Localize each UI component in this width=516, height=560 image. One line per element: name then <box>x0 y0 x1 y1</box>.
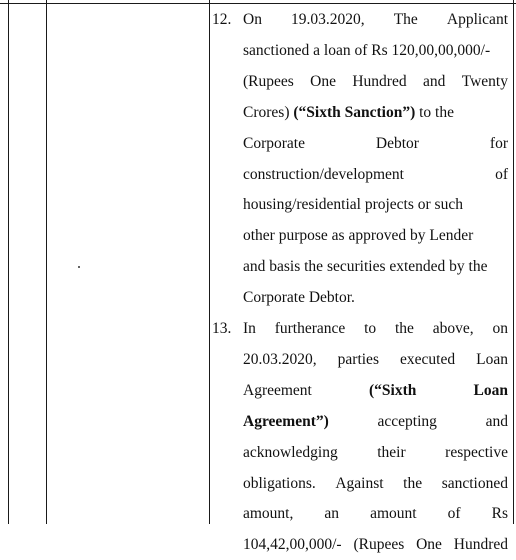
paragraph-line <box>243 375 508 406</box>
text-segment: on <box>492 320 508 337</box>
paragraph-line <box>243 4 508 35</box>
paragraph-line <box>243 437 508 468</box>
text-segment: amount, <box>243 505 294 523</box>
text-segment: construction/development <box>243 165 404 183</box>
text-segment: Crores) <box>243 103 294 121</box>
text-segment: of <box>447 505 461 523</box>
paragraph-line <box>243 344 508 375</box>
paragraph-number: 12. <box>212 11 232 28</box>
table-right-border <box>513 0 514 524</box>
text-segment: respective <box>445 443 508 461</box>
text-segment: and <box>422 72 446 90</box>
paragraph-line <box>243 529 508 560</box>
bold-text: Loan <box>473 381 508 399</box>
bold-text: (“Sixth <box>369 381 417 399</box>
paragraph-line <box>243 97 508 128</box>
paragraph-number: 13. <box>212 320 232 337</box>
text-segment: for <box>489 134 508 152</box>
bold-text: Agreement”) <box>243 412 329 430</box>
text-segment: Agreement <box>243 381 312 399</box>
text-segment: One <box>310 72 336 90</box>
text-segment: above, <box>432 320 474 337</box>
text-segment: obligations. <box>243 474 316 492</box>
paragraph-line <box>243 128 508 159</box>
text-segment: (Rupees <box>243 72 294 90</box>
text-segment: of <box>495 165 508 183</box>
paragraph-line <box>243 220 508 251</box>
paragraph-line <box>243 498 508 529</box>
text-segment: Corporate <box>243 134 305 152</box>
table-column-divider-2 <box>209 0 210 524</box>
text-segment: executed <box>400 350 456 368</box>
text-segment: furtherance <box>274 320 346 337</box>
paragraph-line <box>243 189 508 220</box>
stray-mark <box>78 266 80 268</box>
paragraph-line <box>243 313 508 344</box>
text-segment: sanctioned a loan of Rs 120,00,00,000/- <box>243 41 491 59</box>
text-segment: Hundred <box>453 536 508 554</box>
text-segment: Loan <box>476 350 508 368</box>
paragraph-line <box>243 251 508 282</box>
table-left-border <box>8 0 9 524</box>
text-segment: other purpose as approved by Lender <box>243 227 474 245</box>
paragraph-line <box>243 159 508 190</box>
text-segment: the <box>403 474 423 492</box>
text-segment: (Rupees <box>353 536 405 554</box>
table-column-divider-1 <box>46 0 47 524</box>
paragraph-line <box>243 468 508 499</box>
text-segment: In <box>243 320 256 337</box>
text-segment: accepting <box>377 412 437 430</box>
text-segment: and basis the securities extended by the <box>243 258 488 276</box>
text-segment: Against <box>335 474 384 492</box>
text-segment: to the <box>415 103 454 121</box>
text-segment: 20.03.2020, <box>243 350 317 368</box>
text-segment: Debtor <box>375 134 419 152</box>
text-segment: Twenty <box>461 72 508 90</box>
text-segment: sanctioned <box>441 474 508 492</box>
text-segment: 104,42,00,000/- <box>243 536 342 554</box>
paragraph-line <box>243 66 508 97</box>
text-segment: Applicant <box>446 11 508 28</box>
bold-text: (“Sixth Sanction”) <box>293 103 416 121</box>
paragraph-line <box>243 282 508 313</box>
text-segment: parties <box>337 350 379 368</box>
text-segment: acknowledging <box>243 443 338 461</box>
text-segment: The <box>393 11 418 28</box>
text-segment: 19.03.2020, <box>291 11 365 28</box>
text-segment: Hundred <box>352 72 407 90</box>
paragraph-line <box>243 406 508 437</box>
paragraph-line <box>243 35 508 66</box>
text-segment: amount <box>370 505 417 523</box>
text-segment: Rs <box>491 505 508 523</box>
text-segment: Corporate Debtor. <box>243 289 355 307</box>
text-segment: their <box>377 443 406 461</box>
text-segment: housing/residential projects or such <box>243 196 463 214</box>
text-segment: an <box>324 505 340 523</box>
text-segment: to <box>364 320 377 337</box>
text-segment: the <box>394 320 414 337</box>
text-segment: and <box>485 412 508 430</box>
text-segment: One <box>416 536 442 554</box>
text-segment: On <box>243 11 262 28</box>
